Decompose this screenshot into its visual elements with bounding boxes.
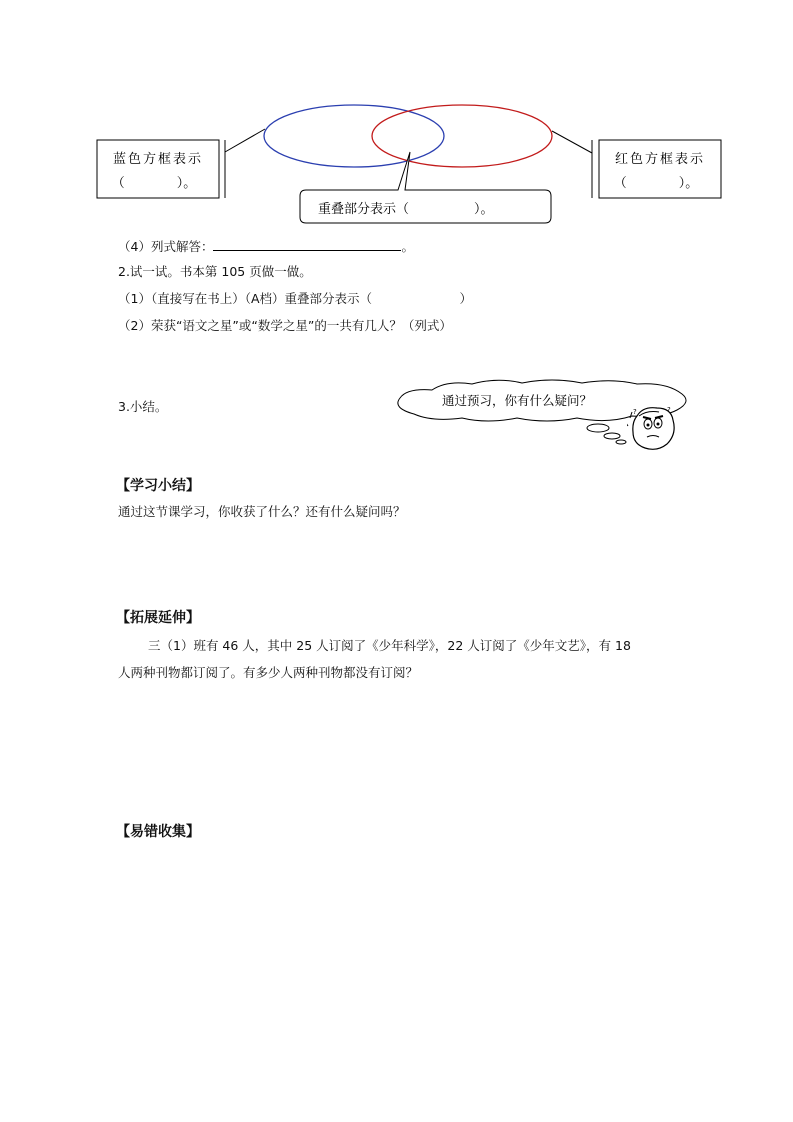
- blue-box-blank: （ ）。: [111, 176, 197, 191]
- blue-box-label: 蓝色方框表示: [112, 152, 204, 167]
- try-it-title: 2.试一试。书本第 105 页做一做。: [118, 264, 312, 279]
- learning-summary-question: 通过这节课学习，你收获了什么？还有什么疑问吗？: [118, 504, 406, 519]
- extension-line-2: 人两种刊物都订阅了。有多少人两种刊物都没有订阅？: [118, 665, 419, 680]
- q4-row: [118, 238, 414, 255]
- venn-diagram: [0, 90, 793, 230]
- summary-item: 3.小结。: [118, 399, 168, 414]
- red-ellipse: [372, 105, 552, 167]
- blue-ellipse: [264, 105, 444, 167]
- cartoon-boy-icon: [627, 404, 679, 452]
- red-box-connector: [552, 131, 592, 198]
- q4-label: （4）列式解答：: [118, 239, 214, 254]
- extension-heading: 【拓展延伸】: [116, 610, 200, 626]
- learning-summary-heading: 【学习小结】: [116, 478, 200, 494]
- bubble-dot-1: [587, 424, 609, 432]
- q4-end: 。: [401, 239, 414, 254]
- red-box-blank: （ ）。: [613, 176, 699, 191]
- red-box-label: 红色方框表示: [614, 152, 706, 167]
- try-it-item-1: （1）（直接写在书上）（A档）重叠部分表示（ ）: [118, 291, 473, 306]
- svg-text:?: ?: [633, 408, 637, 416]
- bubble-dot-2: [604, 433, 620, 439]
- thought-bubble-text: 通过预习，你有什么疑问？: [442, 393, 593, 408]
- mistakes-heading: 【易错收集】: [116, 824, 200, 840]
- blue-box-connector: [225, 129, 265, 198]
- svg-text:?: ?: [667, 406, 671, 414]
- bubble-dot-3: [616, 440, 626, 444]
- overlap-label: 重叠部分表示（ ）。: [318, 202, 494, 217]
- try-it-item-2: （2）荣获“语文之星”或“数学之星”的一共有几人？（列式）: [118, 318, 452, 333]
- q4-answer-line[interactable]: [213, 238, 401, 251]
- extension-line-1: 三（1）班有 46 人，其中 25 人订阅了《少年科学》，22 人订阅了《少年文艺》，有 18: [148, 638, 631, 653]
